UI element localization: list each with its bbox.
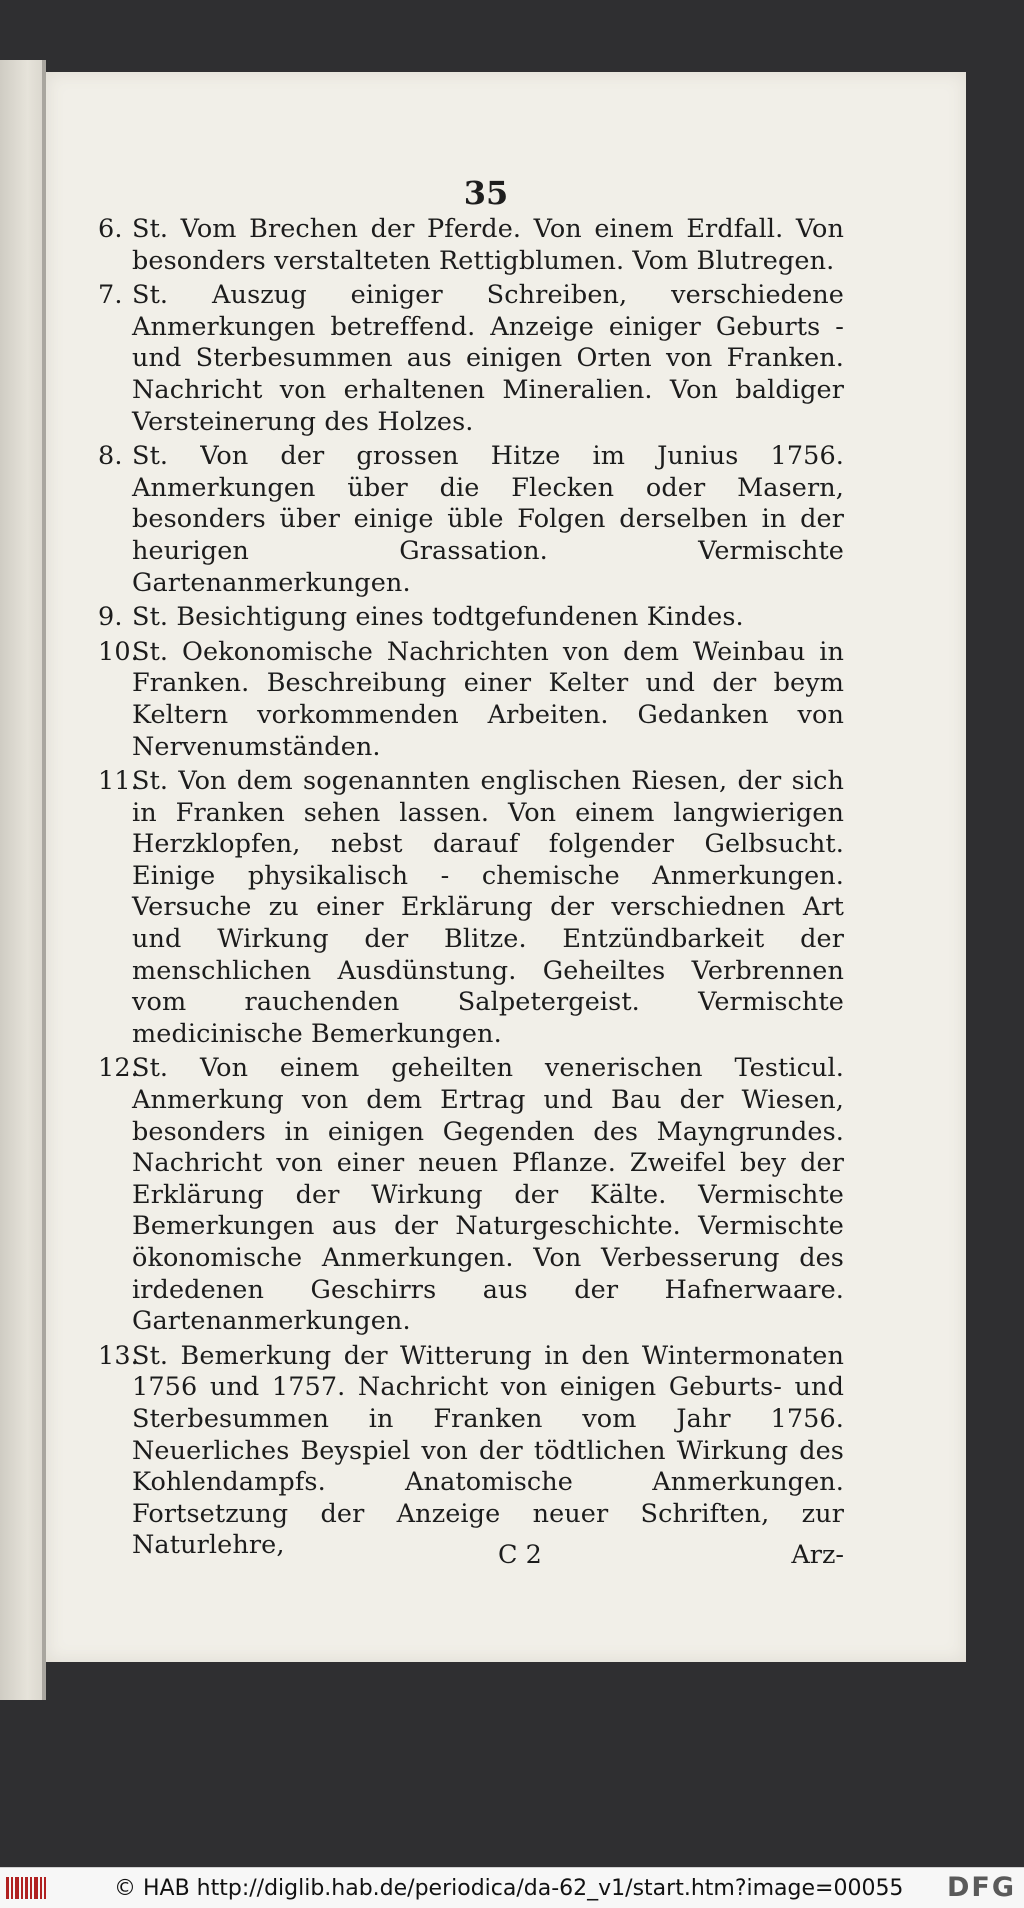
- entry-text: St. Besichtigung eines todtgefundenen Kindes.: [132, 602, 744, 633]
- entry-text: St. Oekonomische Nachrichten von dem Weinbau in Franken. Beschreibung einer Kelter und der beym Keltern vorkommenden Arbeiten. Gedanken von Nervenumständen.: [132, 636, 844, 762]
- entry-number: 9.: [98, 602, 123, 633]
- dfg-logo: DFG: [946, 1872, 1016, 1903]
- toc-entry: [98, 602, 844, 634]
- toc-entry: [98, 1053, 844, 1337]
- entry-text: St. Bemerkung der Witterung in den Wintermonaten 1756 und 1757. Nachricht von einigen Geburts- und Sterbesummen in Franken vom Jahr 1756. Neuerliches Beyspiel von der tödtlichen Wirkung des Kohlendampfs. Anatomische Anmerkungen. Fortsetzung der Anzeige neuer Schriften, zur Naturlehre,: [132, 1340, 844, 1561]
- barcode-icon: [6, 1877, 46, 1899]
- entry-text: St. Vom Brechen der Pferde. Von einem Erdfall. Von besonders verstalteten Rettigblumen. Vom Blutregen.: [132, 214, 844, 276]
- entry-text: St. Von dem sogenannten englischen Riesen, der sich in Franken sehen lassen. Von einem langwierigen Herzklopfen, nebst darauf folgender Gelbsucht. Einige physikalisch - chemische Anmerkungen. Versuche zu einer Erklärung der verschiednen Art und Wirkung der Blitze. Entzündbarkeit der menschlichen Ausdünstung. Geheiltes Verbrennen vom rauchenden Salpetergeist. Vermischte medicinische Bemerkungen.: [132, 766, 844, 1049]
- entry-text: St. Von der grossen Hitze im Junius 1756. Anmerkungen über die Flecken oder Masern, besonders über einige üble Folgen derselben in der heurigen Grassation. Vermischte Gartenanmerkungen.: [132, 441, 844, 598]
- page-number: 35: [463, 174, 509, 212]
- copyright-link[interactable]: © HAB http://diglib.hab.de/periodica/da-62_v1/start.htm?image=00055: [114, 1876, 904, 1901]
- entry-number: 11.: [98, 766, 139, 797]
- book-page: [46, 72, 966, 1662]
- table-of-contents: [98, 214, 844, 1565]
- entry-text: St. Von einem geheilten venerischen Testicul. Anmerkung von dem Ertrag und Bau der Wiesen, besonders in einigen Gegenden des Mayngrundes. Nachricht von einer neuen Pflanze. Zweifel bey der Erklärung der Wirkung der Kälte. Vermischte Bemerkungen aus der Naturgeschichte. Vermischte ökonomische Anmerkungen. Von Verbesserung des irdedenen Geschirrs aus der Hafnerwaare. Gartenanmerkungen.: [132, 1053, 844, 1337]
- entry-number: 8.: [98, 441, 123, 472]
- entry-number: 10.: [98, 636, 139, 667]
- toc-entry: [98, 280, 844, 438]
- toc-entry: [98, 766, 844, 1050]
- entry-number: 13.: [98, 1340, 139, 1371]
- toc-entry: [98, 1341, 844, 1562]
- entry-text: St. Auszug einiger Schreiben, verschiedene Anmerkungen betreffend. Anzeige einiger Geburts - und Sterbesummen aus einigen Orten von Franken. Nachricht von erhaltenen Mineralien. Von baldiger Versteinerung des Holzes.: [132, 280, 844, 437]
- viewer-footer: [0, 1867, 1024, 1908]
- toc-entry: [98, 637, 844, 763]
- catchword: Arz-: [791, 1540, 844, 1570]
- entry-number: 12.: [98, 1053, 139, 1084]
- entry-number: 6.: [98, 214, 123, 244]
- toc-entry: [98, 441, 844, 599]
- toc-entry: [98, 214, 844, 277]
- entry-number: 7.: [98, 280, 123, 311]
- previous-page-edge: [0, 60, 46, 1700]
- signature-mark: C 2: [498, 1540, 542, 1570]
